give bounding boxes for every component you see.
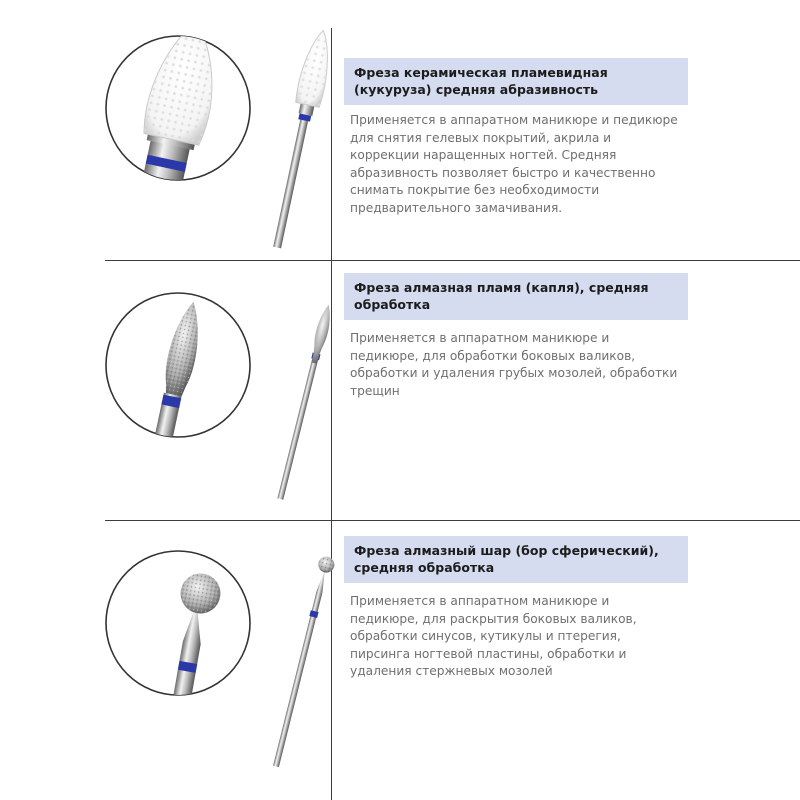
product-2-description: Применяется в аппаратном маникюре и педикюре, для обработки боковых валиков, обработки и удаления грубых мозолей, обработки трещин bbox=[350, 331, 678, 398]
flame-bit-full bbox=[275, 303, 335, 500]
product-2-title: Фреза алмазная пламя (капля), средняя обработка bbox=[344, 273, 688, 320]
ceramic-bit-zoom bbox=[106, 16, 250, 215]
flame-bit-zoom bbox=[106, 293, 250, 476]
ceramic-bit-full bbox=[264, 28, 336, 251]
product-3-title: Фреза алмазный шар (бор сферический), средняя обработка bbox=[344, 536, 688, 583]
ball-bit-full bbox=[268, 555, 336, 768]
ball-bit-zoom bbox=[106, 551, 250, 725]
product-3-description: Применяется в аппаратном маникюре и педикюре, для раскрытия боковых валиков, обработки синусов, кутикулы и птерегия, пирсинга ногтевой пластины, обработки и удаления стержневых мозолей bbox=[350, 594, 637, 678]
product-1-title: Фреза керамическая пламевидная (кукуруза) средняя абразивность bbox=[344, 58, 688, 105]
product-1-description: Применяется в аппаратном маникюре и педикюре для снятия гелевых покрытий, акрила и коррекции наращенных ногтей. Средняя абразивность позволяет быстро и качественно снимать покрытие без необходимости предварительного замачивания. bbox=[350, 113, 678, 215]
